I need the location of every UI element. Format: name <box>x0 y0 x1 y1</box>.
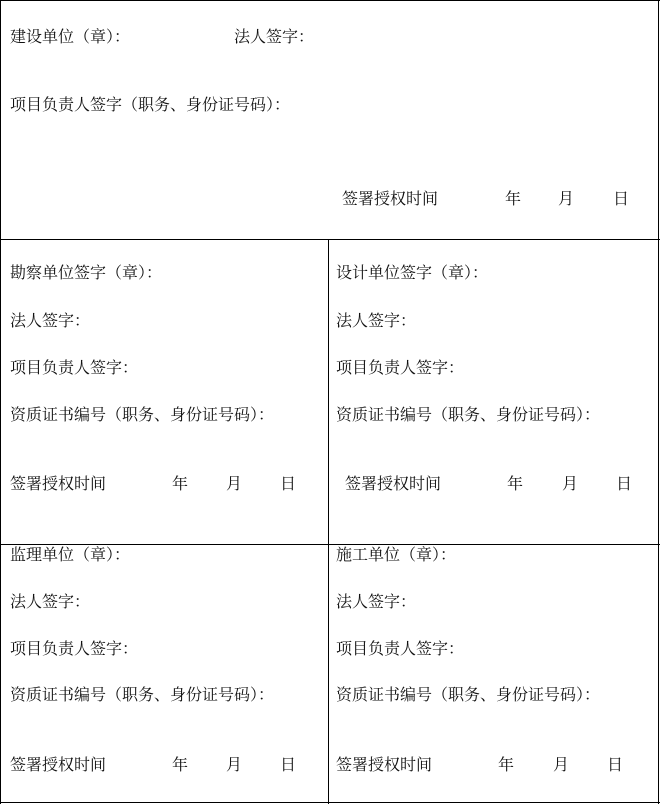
contractor-day-label: 日 <box>607 755 624 774</box>
construction-month-label: 月 <box>558 189 575 208</box>
border-right <box>658 0 659 804</box>
contractor-cert-label: 资质证书编号（职务、身份证号码）： <box>336 685 601 704</box>
design-year-label: 年 <box>507 474 524 493</box>
border-left <box>0 0 1 804</box>
supervision-unit-label: 监理单位（章）： <box>10 545 131 564</box>
supervision-manager-sign-label: 项目负责人签字： <box>10 639 139 658</box>
border-top <box>0 0 660 1</box>
survey-day-label: 日 <box>280 474 297 493</box>
design-cert-label: 资质证书编号（职务、身份证号码）： <box>336 405 601 424</box>
supervision-month-label: 月 <box>226 755 243 774</box>
supervision-year-label: 年 <box>172 755 189 774</box>
survey-cert-label: 资质证书编号（职务、身份证号码）： <box>10 405 275 424</box>
column-divider <box>328 239 329 804</box>
construction-legal-sign-label: 法人签字： <box>234 27 315 46</box>
border-bottom <box>0 802 660 803</box>
contractor-month-label: 月 <box>553 755 570 774</box>
supervision-cert-label: 资质证书编号（职务、身份证号码）： <box>10 685 275 704</box>
survey-manager-sign-label: 项目负责人签字： <box>10 358 139 377</box>
construction-day-label: 日 <box>613 189 630 208</box>
survey-time-label: 签署授权时间 <box>10 474 107 493</box>
supervision-day-label: 日 <box>280 755 297 774</box>
design-time-label: 签署授权时间 <box>345 474 442 493</box>
contractor-manager-sign-label: 项目负责人签字： <box>336 639 465 658</box>
design-unit-label: 设计单位签字（章）： <box>336 263 489 282</box>
supervision-legal-sign-label: 法人签字： <box>10 592 91 611</box>
survey-legal-sign-label: 法人签字： <box>10 311 91 330</box>
design-day-label: 日 <box>616 474 633 493</box>
construction-manager-sign-label: 项目负责人签字（职务、身份证号码）： <box>10 95 291 114</box>
construction-unit-label: 建设单位（章）： <box>10 27 131 46</box>
contractor-time-label: 签署授权时间 <box>336 755 433 774</box>
contractor-legal-sign-label: 法人签字： <box>336 592 417 611</box>
supervision-time-label: 签署授权时间 <box>10 755 107 774</box>
survey-month-label: 月 <box>226 474 243 493</box>
design-manager-sign-label: 项目负责人签字： <box>336 358 465 377</box>
design-legal-sign-label: 法人签字： <box>336 311 417 330</box>
contractor-year-label: 年 <box>498 755 515 774</box>
construction-year-label: 年 <box>505 189 522 208</box>
design-month-label: 月 <box>562 474 579 493</box>
survey-year-label: 年 <box>172 474 189 493</box>
row-divider-1 <box>0 239 660 240</box>
survey-unit-label: 勘察单位签字（章）： <box>10 263 163 282</box>
contractor-unit-label: 施工单位（章）： <box>336 545 457 564</box>
construction-time-label: 签署授权时间 <box>342 189 439 208</box>
